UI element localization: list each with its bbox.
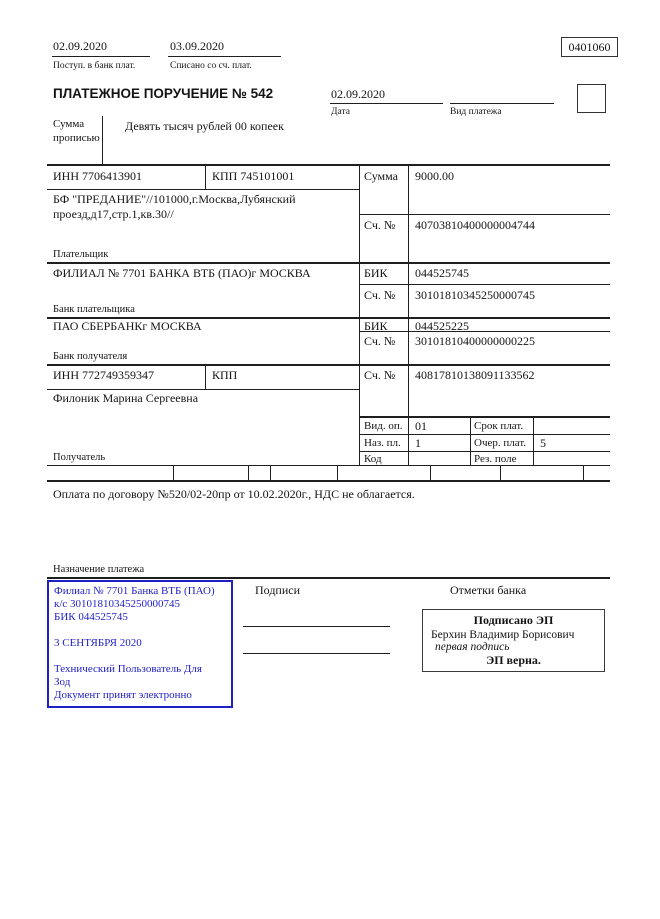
tick-divider-6 bbox=[500, 465, 501, 481]
purpose-label: Назначение платежа bbox=[53, 564, 145, 575]
amount-words-label-2: прописью bbox=[53, 132, 100, 144]
opfields-row2-border bbox=[359, 451, 610, 452]
esign-name: Берхин Владимир Борисович bbox=[431, 629, 575, 641]
bank-stamp bbox=[47, 580, 233, 708]
payer-section-border bbox=[47, 262, 610, 264]
tick-divider-2 bbox=[248, 465, 249, 481]
debited-date-underline bbox=[168, 56, 281, 57]
tick-divider-3 bbox=[270, 465, 271, 481]
doc-date-underline bbox=[330, 103, 443, 104]
esign-subtitle: первая подпись bbox=[435, 641, 510, 653]
payee-bank-bik-label: БИК bbox=[364, 319, 388, 333]
order-label: Очер. плат. bbox=[474, 437, 527, 449]
payee-inn: ИНН 772749359347 bbox=[53, 368, 154, 382]
esign-box bbox=[422, 609, 605, 672]
op-type-label: Вид. оп. bbox=[364, 420, 403, 432]
amount-words-label-1: Сумма bbox=[53, 118, 85, 130]
payee-name: Филоник Марина Сергеевна bbox=[53, 391, 199, 405]
stamp-line: к/с 30101810345250000745 bbox=[54, 598, 181, 610]
doc-title: ПЛАТЕЖНОЕ ПОРУЧЕНИЕ № 542 bbox=[53, 86, 274, 101]
purpose-section-border bbox=[47, 577, 610, 579]
doc-date: 02.09.2020 bbox=[331, 87, 385, 101]
code-label: Код bbox=[364, 453, 382, 465]
stamp-line bbox=[54, 650, 226, 663]
stamp-line: Документ принят электронно bbox=[54, 689, 192, 701]
amount-words-divider bbox=[102, 116, 103, 164]
payee-inn-row-border bbox=[47, 389, 359, 390]
received-date-label: Поступ. в банк плат. bbox=[53, 61, 136, 71]
table-top-border bbox=[47, 164, 610, 166]
payee-bank-label: Банк получателя bbox=[53, 351, 128, 362]
payeebank-bik-border bbox=[359, 331, 610, 332]
stamp-line: Зод bbox=[54, 676, 71, 688]
opfields-top-border bbox=[359, 416, 610, 418]
amount-words-value: Девять тысяч рублей 00 копеек bbox=[125, 119, 284, 133]
sum-label: Сумма bbox=[364, 169, 398, 183]
payment-type-underline bbox=[450, 103, 554, 104]
opfields-col-divider-2 bbox=[533, 416, 534, 466]
tick-divider-7 bbox=[583, 465, 584, 481]
stamp-line: БИК 044525745 bbox=[54, 611, 128, 623]
signature-line-1 bbox=[243, 626, 390, 627]
tick-divider-4 bbox=[337, 465, 338, 481]
payee-inn-kpp-divider bbox=[205, 364, 206, 390]
bank-marks-header: Отметки банка bbox=[450, 583, 527, 597]
payerbank-bik-border bbox=[359, 284, 610, 285]
payer-label: Плательщик bbox=[53, 249, 109, 260]
stamp-line: Технический Пользователь Для bbox=[54, 663, 202, 675]
purpose-text: Оплата по договору №520/02-20пр от 10.02.2020г., НДС не облагается. bbox=[53, 487, 415, 501]
received-date-underline bbox=[52, 56, 150, 57]
form-code-box bbox=[561, 37, 618, 57]
payer-account: 40703810400000004744 bbox=[415, 218, 535, 232]
payee-bank-account: 30101810400000000225 bbox=[415, 334, 535, 348]
payer-kpp: КПП 745101001 bbox=[212, 169, 295, 183]
form-code: 0401060 bbox=[568, 40, 611, 54]
payer-inn-kpp-divider bbox=[205, 164, 206, 190]
payeebank-section-border bbox=[47, 364, 610, 366]
esign-verified: ЭП верна. bbox=[486, 653, 541, 667]
payer-bank-bik-label: БИК bbox=[364, 266, 388, 280]
payee-label: Получатель bbox=[53, 452, 106, 463]
stamp-line: 3 СЕНТЯБРЯ 2020 bbox=[54, 637, 142, 649]
opfields-col-divider-1 bbox=[470, 416, 471, 466]
op-type-value: 01 bbox=[415, 419, 427, 433]
payer-bank-account-label: Сч. № bbox=[364, 288, 396, 302]
tick-divider-5 bbox=[430, 465, 431, 481]
payment-type-label: Вид платежа bbox=[450, 107, 502, 117]
purpose-code-label: Наз. пл. bbox=[364, 437, 401, 449]
payer-bank-account: 30101810345250000745 bbox=[415, 288, 535, 302]
payer-inn: ИНН 7706413901 bbox=[53, 169, 142, 183]
payee-bank-account-label: Сч. № bbox=[364, 334, 396, 348]
payee-kpp-label: КПП bbox=[212, 368, 238, 382]
sum-value: 9000.00 bbox=[415, 169, 454, 183]
signature-line-2 bbox=[243, 653, 390, 654]
sum-cell-border bbox=[359, 214, 610, 215]
reserve-label: Рез. поле bbox=[474, 453, 517, 465]
table-label-divider bbox=[408, 164, 409, 466]
payee-account: 40817810138091133562 bbox=[415, 368, 535, 382]
payee-section-border bbox=[47, 465, 610, 466]
payee-bank-bik: 044525225 bbox=[415, 319, 469, 333]
payee-bank-name: ПАО СБЕРБАНКг МОСКВА bbox=[53, 319, 202, 333]
received-date: 02.09.2020 bbox=[53, 39, 107, 53]
doc-date-label: Дата bbox=[331, 107, 350, 117]
payer-name: БФ "ПРЕДАНИЕ"//101000,г.Москва,Лубянский проезд,д17,стр.1,кв.30// bbox=[53, 192, 296, 221]
payment-type-checkbox bbox=[577, 84, 606, 113]
payer-account-label: Сч. № bbox=[364, 218, 396, 232]
payer-bank-label: Банк плательщика bbox=[53, 304, 135, 315]
debited-date-label: Списано со сч. плат. bbox=[170, 61, 252, 71]
due-label: Срок плат. bbox=[474, 420, 524, 432]
stamp-line bbox=[54, 624, 226, 637]
esign-title: Подписано ЭП bbox=[473, 613, 554, 627]
payee-account-label: Сч. № bbox=[364, 368, 396, 382]
signatures-header: Подписи bbox=[255, 583, 301, 597]
stamp-line: Филиал № 7701 Банка ВТБ (ПАО) bbox=[54, 585, 215, 597]
purpose-code-value: 1 bbox=[415, 436, 421, 450]
debited-date: 03.09.2020 bbox=[170, 39, 224, 53]
payer-bank-bik: 044525745 bbox=[415, 266, 469, 280]
order-value: 5 bbox=[540, 436, 546, 450]
payer-inn-row-border bbox=[47, 189, 359, 190]
tick-divider-1 bbox=[173, 465, 174, 481]
table-bottom-border bbox=[47, 480, 610, 482]
opfields-row1-border bbox=[359, 434, 610, 435]
payer-bank-name: ФИЛИАЛ № 7701 БАНКА ВТБ (ПАО)г МОСКВА bbox=[53, 266, 311, 280]
